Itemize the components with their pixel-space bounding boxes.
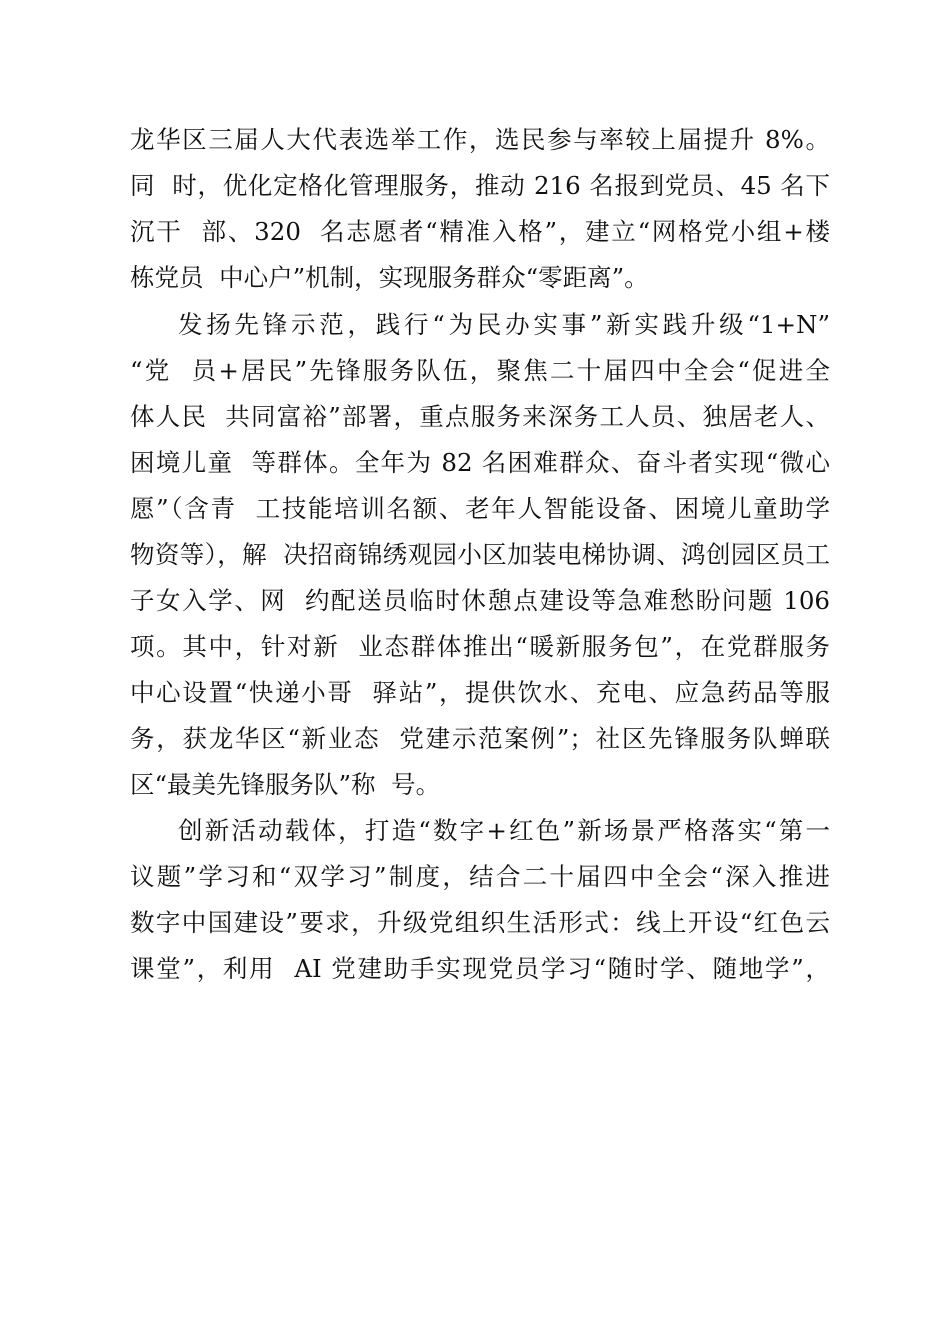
- text-line: “党 员+居民”先锋服务队伍，聚焦二十届四中全会“促进全: [130, 356, 830, 385]
- text-line: 课堂”，利用 AI 党建助手实现党员学习“随时学、随地学”，: [130, 954, 830, 983]
- text-line: 中心设置“快递小哥 驿站”，提供饮水、充电、应急药品等服: [130, 678, 830, 707]
- text-line: 物资等），解 决招商锦绣观园小区加装电梯协调、鸿创园区员工: [130, 540, 830, 569]
- text-line: 数字中国建设”要求，升级党组织生活形式：线上开设“红色云: [130, 908, 830, 937]
- text-line: 体人民 共同富裕”部署，重点服务来深务工人员、独居老人、: [130, 402, 830, 431]
- paragraph-2: [130, 302, 830, 808]
- text-line: 沉干 部、320 名志愿者“精准入格”，建立“网格党小组+楼: [130, 217, 830, 246]
- paragraph-1: [130, 117, 830, 301]
- text-line: 区“最美先锋服务队”称 号。: [130, 770, 441, 799]
- text-line: 创新活动载体，打造“数字+红色”新场景严格落实“第一: [178, 816, 830, 845]
- text-line: 同 时，优化定格化管理服务，推动 216 名报到党员、45 名下: [130, 171, 830, 200]
- text-line: 困境儿童 等群体。全年为 82 名困难群众、奋斗者实现“微心: [130, 448, 830, 477]
- text-line: 栋党员 中心户”机制，实现服务群众“零距离”。: [130, 263, 649, 292]
- text-line: 议题”学习和“双学习”制度，结合二十届四中全会“深入推进: [130, 862, 830, 891]
- text-line: 子女入学、网 约配送员临时休憩点建设等急难愁盼问题 106: [130, 586, 830, 615]
- text-line: 发扬先锋示范，践行“为民办实事”新实践升级“1+N”: [178, 310, 830, 339]
- paragraph-3: [130, 808, 830, 992]
- text-line: 务，获龙华区“新业态 党建示范案例”；社区先锋服务队蝉联: [130, 724, 830, 753]
- text-line: 愿”（含青 工技能培训名额、老年人智能设备、困境儿童助学: [130, 494, 830, 523]
- text-line: 项。其中，针对新 业态群体推出“暖新服务包”，在党群服务: [130, 632, 830, 661]
- text-line: 龙华区三届人大代表选举工作，选民参与率较上届提升 8%。: [130, 125, 830, 154]
